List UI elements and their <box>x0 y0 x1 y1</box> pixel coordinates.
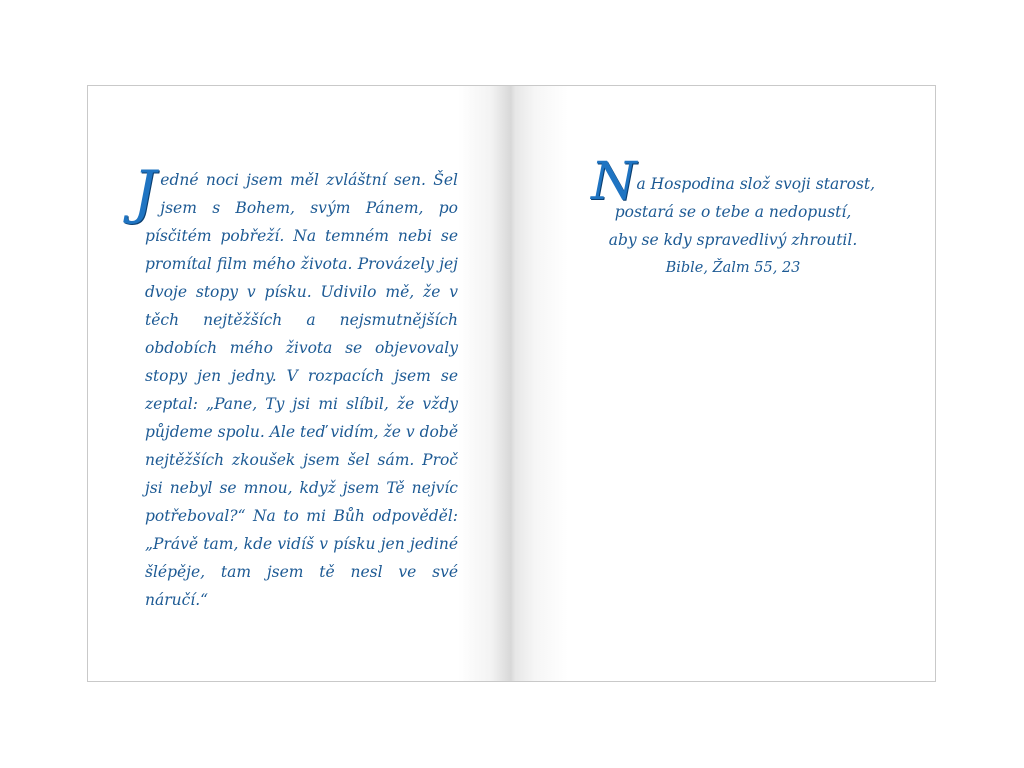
left-page-text <box>133 158 458 614</box>
book-gutter-shadow <box>458 86 568 681</box>
right-page-verse <box>568 152 898 280</box>
book-spread <box>87 85 936 682</box>
right-page-dropcap: N <box>590 152 637 212</box>
left-page-dropcap: J <box>133 158 157 226</box>
verse-line-3: aby se kdy spravedlivý zhroutil. <box>608 231 858 249</box>
verse-line-1-text: a Hospodina slož svoji starost, <box>636 175 876 193</box>
verse-source: Bible, Žalm 55, 23 <box>665 260 801 276</box>
left-page-paragraph: edné noci jsem měl zvláštní sen. Šel jsem s Bohem, svým Pánem, po písčitém pobřeží. Na temném nebi se promítal film mého života. Provázely jej dvoje stopy v písku. Udivilo mě, že v těch nejtěžších a nejsmutnějších obdobích mého života se objevovaly stopy jen jedny. V rozpacích jsem se zeptal: „Pane, Ty jsi mi slíbil, že vždy půjdeme spolu. Ale teď vidím, že v době nejtěžších zkoušek jsem šel sám. Proč jsi nebyl se mnou, když jsem Tě nejvíc potřeboval?“ Na to mi Bůh odpověděl: „Právě tam, kde vidíš v písku jen jediné šlépěje, tam jsem tě nesl ve své náručí.“ <box>145 171 458 609</box>
verse-line-2: postará se o tebe a nedopustí, <box>614 203 852 221</box>
